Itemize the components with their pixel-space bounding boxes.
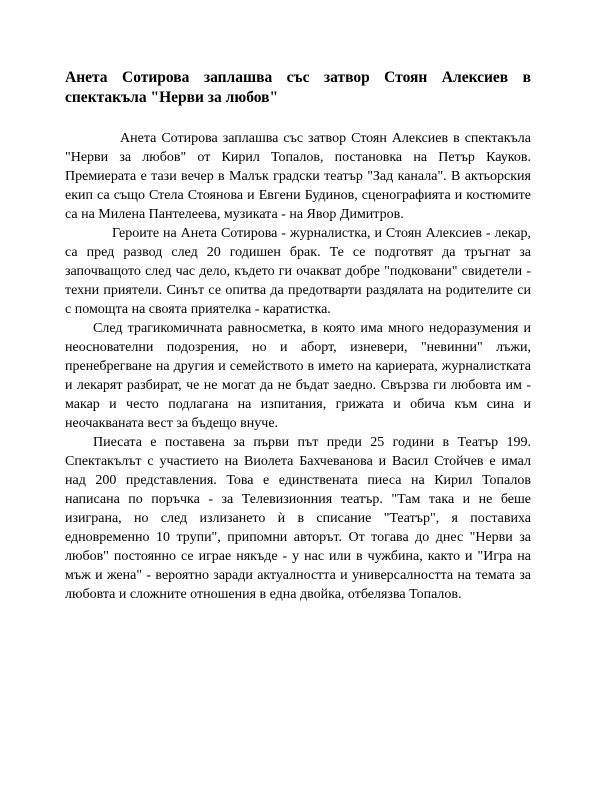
article-title: Анета Сотирова заплашва със затвор Стоян Алексиев в спектакъла "Нерви за любов": [65, 69, 531, 106]
article-paragraph-2: Героите на Анета Сотирова - журналистка, и Стоян Алексиев - лекар, са пред развод след 20 годишен брак. Те се подготвят да тръгнат за започващото след час дело, където ги очакват добре "подковани" свидетели - техни приятели. Синът се опитва да предотварти раздялата на родителите си с помощта на своята приятелка - каратистка.: [65, 226, 531, 317]
article-body: [65, 129, 531, 604]
article-paragraph-4: Пиесата е поставена за първи път преди 25 години в Театър 199. Спектакълът с участието на Виолета Бахчеванова и Васил Стойчев е имал над 200 представления. Това е единствената пиеса на Кирил Топалов написана по поръчка - за Телевизионния театър. "Там така и не беше изиграна, но след излизането ѝ в списание "Театър", я поставиха едновременно 10 трупи", припомни авторът. От тогава до днес "Нерви за любов" постоянно се играе някъде - у нас или в чужбина, както и "Игра на мъж и жена" - вероятно заради актуалността и универсалността на темата за любовта и сложните отношения в една двойка, отбелязва Топалов.: [65, 435, 531, 602]
article-paragraph-1: Анета Сотирова заплашва със затвор Стоян Алексиев в спектакъла "Нерви за любов" от Кирил Топалов, постановка на Петър Кауков. Премиерата е тази вечер в Малък градски театър "Зад канала". В актьорския екип са също Стела Стоянова и Евгени Будинов, сценографията и костюмите са на Милена Пантелеева, музиката - на Явор Димитров.: [65, 131, 531, 222]
article-paragraph-3: След трагикомичната равносметка, в която има много недоразумения и неоснователни подозрения, но и аборт, изневери, "невинни" лъжи, пренебрегване на другия и семейството в името на кариерата, журналистката и лекарят разбират, че не могат да не бъдат заедно. Свързва ги любовта им - макар и често подлагана на изпитания, грижата и обича към сина и неочакваната вест за бъдещо внуче.: [65, 321, 531, 431]
